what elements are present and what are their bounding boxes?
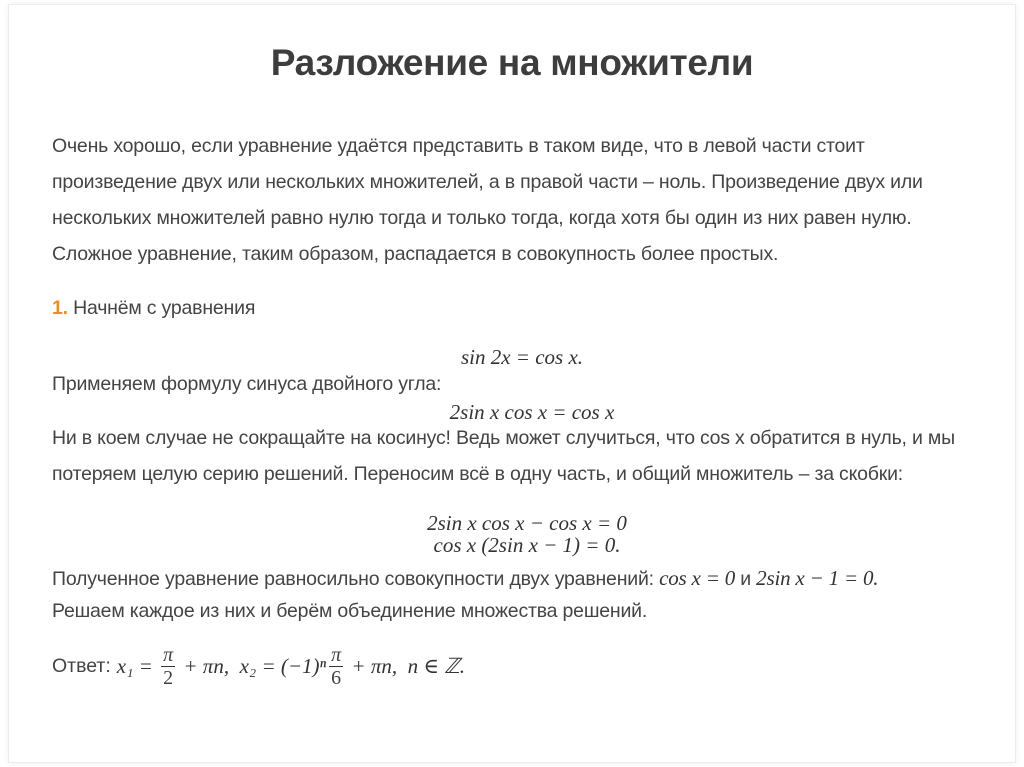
equation-4: cos x (2sin x − 1) = 0. bbox=[433, 533, 621, 557]
fraction-1-numerator: π bbox=[163, 644, 174, 666]
equation-3: 2sin x cos x − cos x = 0 bbox=[427, 511, 627, 535]
step-heading bbox=[52, 290, 982, 326]
fraction-2-denominator: 6 bbox=[331, 667, 342, 689]
step-number: 1. bbox=[52, 297, 68, 319]
formula-text: Применяем формулу синуса двойного угла: bbox=[52, 373, 442, 395]
page-title: Разложение на множители bbox=[270, 42, 754, 83]
equation-2: 2sin x cos x = cos x bbox=[449, 400, 615, 424]
solve-text: Решаем каждое из них и берём объединение множества решений. bbox=[52, 600, 648, 622]
equation-1: sin 2x = cos x. bbox=[460, 345, 584, 369]
warning-paragraph: Ни в коем случае не сокращайте на косинус! Ведь может случиться, что cos x обратится в нуль, и мы потеряем целую серию решений. Переносим всё в одну часть, и общий множитель – за скобки: bbox=[52, 427, 955, 485]
equation-b: 2sin x − 1 = 0. bbox=[756, 566, 879, 590]
answer-label: Ответ: bbox=[52, 655, 111, 677]
fraction-2-numerator: π bbox=[331, 644, 342, 666]
answer-line bbox=[52, 644, 465, 689]
answer-part1: x₁ = bbox=[116, 654, 159, 678]
fraction-pi-over-2 bbox=[161, 644, 175, 689]
intro-paragraph: Очень хорошо, если уравнение удаётся представить в таком виде, что в левой части стоит произведение двух или нескольких множителей, а в правой части – ноль. Произведение двух или нескольких множителей равно нулю тогда и только тогда, когда хотя бы один из них равен нулю. Сложное уравнение, таким образом, распадается в совокупность более простых. bbox=[52, 135, 923, 265]
step-heading-text: Начнём с уравнения bbox=[73, 297, 256, 319]
answer-part3: + πn, n ∈ ℤ. bbox=[346, 654, 466, 678]
equivalence-and: и bbox=[740, 568, 751, 590]
fraction-pi-over-6 bbox=[329, 644, 343, 689]
equivalence-text bbox=[52, 560, 982, 597]
answer-part2: + πn, x₂ = (−1)ⁿ bbox=[178, 654, 327, 678]
fraction-1-denominator: 2 bbox=[163, 667, 174, 689]
equation-a: cos x = 0 bbox=[659, 566, 736, 590]
equivalence-prefix: Полученное уравнение равносильно совокупности двух уравнений: bbox=[52, 568, 654, 590]
